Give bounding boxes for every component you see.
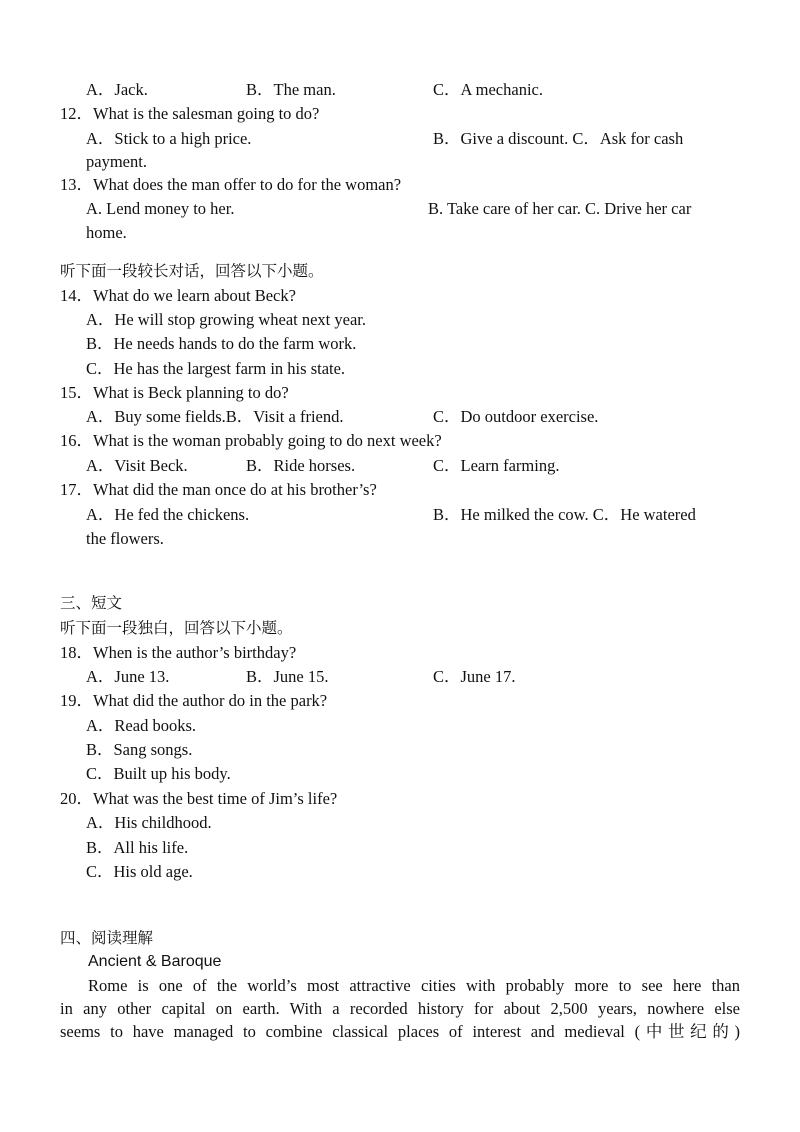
reading-line-1: Rome is one of the world’s most attractive cities with probably more to see here than — [88, 976, 740, 995]
q14-option-a: A．He will stop growing wheat next year. — [86, 310, 366, 329]
q12-option-a: A．Stick to a high price. — [86, 129, 252, 148]
q20-option-a: A．His childhood. — [86, 813, 212, 832]
q12-continuation: payment. — [86, 152, 147, 171]
q20-stem: 20．What was the best time of Jim’s life? — [60, 789, 338, 808]
q16-option-c: C．Learn farming. — [433, 456, 560, 475]
q11-option-c: C．A mechanic. — [433, 80, 543, 99]
q14-option-b: B．He needs hands to do the farm work. — [86, 334, 357, 353]
q19-option-b: B．Sang songs. — [86, 740, 193, 759]
reading-line-2: in any other capital on earth. With a recorded history for about 2,500 years, nowhere else — [60, 999, 740, 1018]
q13-option-a: A. Lend money to her. — [86, 199, 235, 218]
q15-option-c: C．Do outdoor exercise. — [433, 407, 599, 426]
q19-stem: 19．What did the author do in the park? — [60, 691, 328, 710]
q13-option-bc: B. Take care of her car. C. Drive her car — [428, 199, 692, 218]
q11-option-b: B．The man. — [246, 80, 336, 99]
q15-stem: 15．What is Beck planning to do? — [60, 383, 289, 402]
q18-stem: 18．When is the author’s birthday? — [60, 643, 297, 662]
reading-line-3: seems to have managed to combine classical places of interest and medieval (中世纪的) — [60, 1022, 740, 1041]
instruction-long-dialogue: 听下面一段较长对话，回答以下小题。 — [60, 262, 324, 280]
q18-option-b: B．June 15. — [246, 667, 329, 686]
q13-stem: 13．What does the man offer to do for the woman? — [60, 175, 402, 194]
reading-passage — [60, 974, 740, 1043]
q20-option-c: C．His old age. — [86, 862, 193, 881]
q14-stem: 14．What do we learn about Beck? — [60, 286, 296, 305]
q17-option-bc: B．He milked the cow. C．He watered — [433, 505, 696, 524]
q16-option-b: B．Ride horses. — [246, 456, 356, 475]
q11-option-a: A．Jack. — [86, 80, 148, 99]
instruction-monologue: 听下面一段独白，回答以下小题。 — [60, 619, 293, 637]
q16-stem: 16．What is the woman probably going to do next week? — [60, 431, 442, 450]
section-4-heading: 四、阅读理解 — [60, 929, 154, 947]
q19-option-a: A．Read books. — [86, 716, 196, 735]
q16-option-a: A．Visit Beck. — [86, 456, 188, 475]
q14-option-c: C．He has the largest farm in his state. — [86, 359, 346, 378]
q17-stem: 17．What did the man once do at his brother’s? — [60, 480, 377, 499]
q18-option-c: C．June 17. — [433, 667, 516, 686]
q17-continuation: the flowers. — [86, 529, 164, 548]
q15-option-ab: A．Buy some fields.B．Visit a friend. — [86, 407, 344, 426]
q19-option-c: C．Built up his body. — [86, 764, 231, 783]
q12-stem: 12．What is the salesman going to do? — [60, 104, 320, 123]
q12-option-bc: B．Give a discount. C．Ask for cash — [433, 129, 684, 148]
q13-continuation: home. — [86, 223, 127, 242]
reading-title: Ancient & Baroque — [88, 953, 222, 970]
section-3-heading: 三、短文 — [60, 594, 123, 612]
q20-option-b: B．All his life. — [86, 838, 189, 857]
q17-option-a: A．He fed the chickens. — [86, 505, 250, 524]
q18-option-a: A．June 13. — [86, 667, 170, 686]
